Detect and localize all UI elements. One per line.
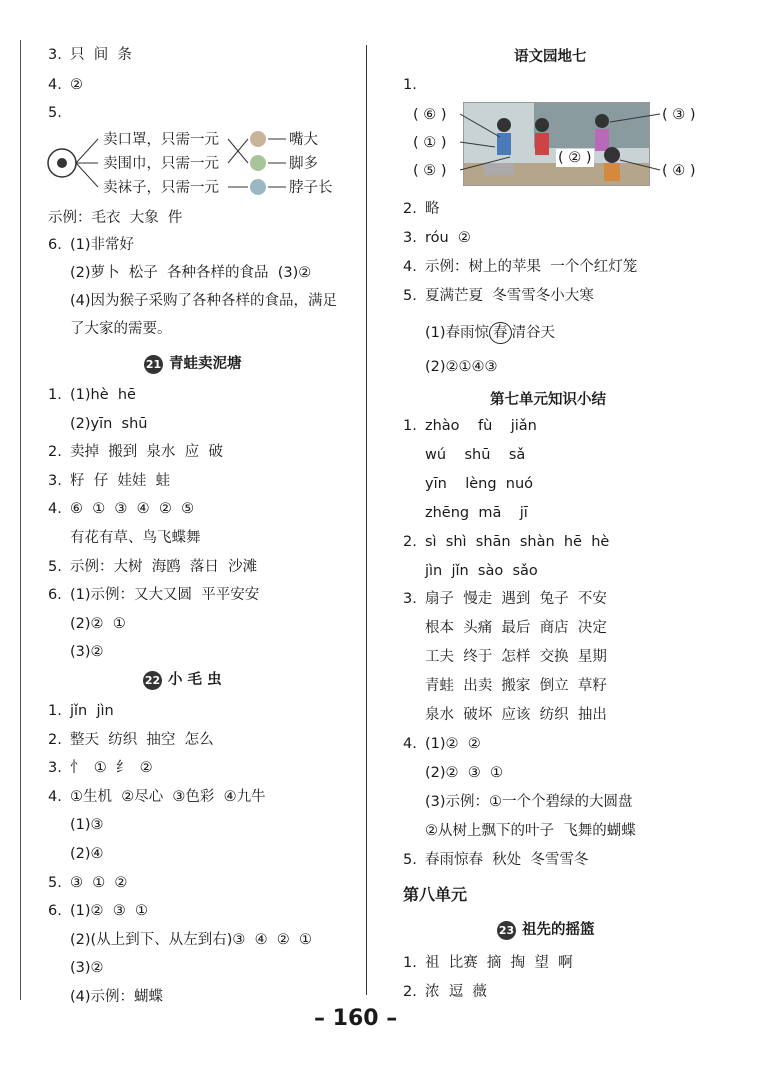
left-margin-line (20, 40, 21, 1000)
match-right-2: 脚多 (289, 156, 318, 172)
answer-l3: 3. 只 间 条 (48, 47, 132, 63)
unit7-summary-title: 第七单元知识小结 (490, 392, 606, 408)
answer-line: 3. róu ② (403, 230, 471, 246)
answer-line: 4. ①生机 ②尽心 ③色彩 ④九牛 (48, 788, 266, 805)
answer-line: 4. ⑥ ① ③ ④ ② ⑤ (48, 501, 195, 518)
answer-line: 2. 浓 逗 薇 (403, 984, 487, 1000)
pointer-lines (440, 102, 670, 182)
answer-line: wú shū sǎ (425, 446, 526, 463)
pic-label-1: ( ⑥ ) (413, 107, 447, 123)
answer-l6-b: (2)萝卜 松子 各种各样的食品 (3)② (70, 265, 312, 281)
circled-char: 春 (489, 322, 512, 344)
giraffe-icon (250, 131, 266, 147)
answer-line: (2)② ③ ① (425, 764, 503, 781)
answer-line: (3)② (70, 644, 104, 661)
pic-label-5: ( ④ ) (662, 163, 696, 179)
answer-line: 工夫 终于 怎样 交换 星期 (425, 649, 607, 666)
match-left-1: 卖口罩，只需一元 (103, 132, 219, 148)
pic-label-4: ( ③ ) (662, 107, 696, 123)
answer-g5-a: (1)春雨惊 春 清谷天 (425, 322, 555, 344)
answer-line: 3. 籽 仔 娃娃 蛙 (48, 472, 171, 489)
answer-line: (3)② (70, 960, 104, 977)
pic-label-2: ( ① ) (413, 135, 447, 151)
answer-l6-d: 了大家的需要。 (70, 321, 172, 337)
answer-line: jìn jǐn sào sǎo (425, 562, 538, 579)
answer-line: 6. (1)② ③ ① (48, 903, 148, 920)
garden-title: 语文园地七 (514, 49, 587, 65)
answer-line: 5. 春雨惊春 秋处 冬雪雪冬 (403, 851, 589, 868)
answer-line: 3. 扇子 慢走 遇到 兔子 不安 (403, 591, 607, 608)
pic-label-3: ( ⑤ ) (413, 163, 447, 179)
answer-line: 泉水 破坏 应该 纺织 抽出 (425, 707, 607, 723)
match-right-1: 嘴大 (289, 132, 318, 148)
answer-line: 6. (1)示例：又大又圆 平平安安 (48, 587, 260, 604)
answer-line: 有花有草、鸟飞蝶舞 (70, 530, 201, 546)
answer-l6: 6. (1)非常好 (48, 237, 135, 253)
answer-l6-c: (4)因为猴子采购了各种各样的食品，满足 (70, 293, 338, 309)
answer-line: (2)yīn shū (70, 415, 148, 432)
answer-line: 2. 略 (403, 201, 440, 217)
pic-label-6: ( ② ) (558, 150, 592, 166)
section-22-title: 22 小 毛 虫 (144, 672, 222, 688)
answer-line: 根本 头痛 最后 商店 决定 (425, 620, 607, 637)
answer-line: 2. 卖掉 搬到 泉水 应 破 (48, 444, 223, 461)
answer-line: yīn lèng nuó (425, 475, 534, 492)
answer-line: 4. (1)② ② (403, 735, 481, 752)
answer-line: 4. 示例：树上的苹果 一个个红灯笼 (403, 259, 638, 275)
match-right-3: 脖子长 (289, 180, 333, 196)
answer-line: (4)示例：蝴蝶 (70, 989, 164, 1005)
answer-l5: 5. (48, 105, 62, 121)
answer-line: (3)示例：①一个个碧绿的大圆盘 (425, 793, 633, 810)
answer-line: 5. 夏满芒夏 冬雪雪冬小大寒 (403, 288, 594, 304)
match-left-2: 卖围巾，只需一元 (103, 156, 219, 172)
answer-line: 2. 整天 纺织 抽空 怎么 (48, 731, 214, 748)
hippo-icon (250, 179, 266, 195)
answer-line: 5. ③ ① ② (48, 874, 128, 891)
answer-line: 1. zhào fù jiǎn (403, 418, 537, 434)
answer-line: (2)② ① (70, 615, 126, 632)
section-21-title: 21 青蛙卖泥塘 (145, 356, 242, 372)
answer-line: 3. 忄 ① 纟 ② (48, 760, 153, 777)
answer-line: zhēng mā jī (425, 504, 528, 521)
answer-line: (2)(从上到下、从左到右)③ ④ ② ① (70, 931, 313, 948)
example-line: 示例：毛衣 大象 件 (48, 210, 183, 226)
answer-line: 青蛙 出卖 搬家 倒立 草籽 (425, 678, 607, 695)
answer-line: 1. 祖 比赛 摘 掏 望 啊 (403, 955, 573, 971)
answer-line: ②从树上飘下的叶子 飞舞的蝴蝶 (425, 822, 636, 839)
answer-line: 2. sì shì shān shàn hē hè (403, 533, 610, 550)
unit8-title: 第八单元 (403, 885, 468, 904)
answer-line: (2)④ (70, 846, 104, 862)
answer-line: 5. 示例：大树 海鸥 落日 沙滩 (48, 558, 258, 575)
section-23-title: 23 祖先的摇篮 (498, 922, 595, 938)
answer-line: (1)③ (70, 817, 104, 834)
answer-g5-b: (2)②①④③ (425, 359, 498, 375)
answer-line: 1. (1)hè hē (48, 387, 136, 403)
answer-g1: 1. (403, 77, 417, 93)
answer-line: 1. jǐn jìn (48, 703, 114, 719)
answer-l4: 4. ② (48, 77, 83, 93)
page-number: – 160 – (314, 1006, 398, 1031)
match-left-3: 卖袜子，只需一元 (103, 180, 219, 196)
crab-icon (250, 155, 266, 171)
